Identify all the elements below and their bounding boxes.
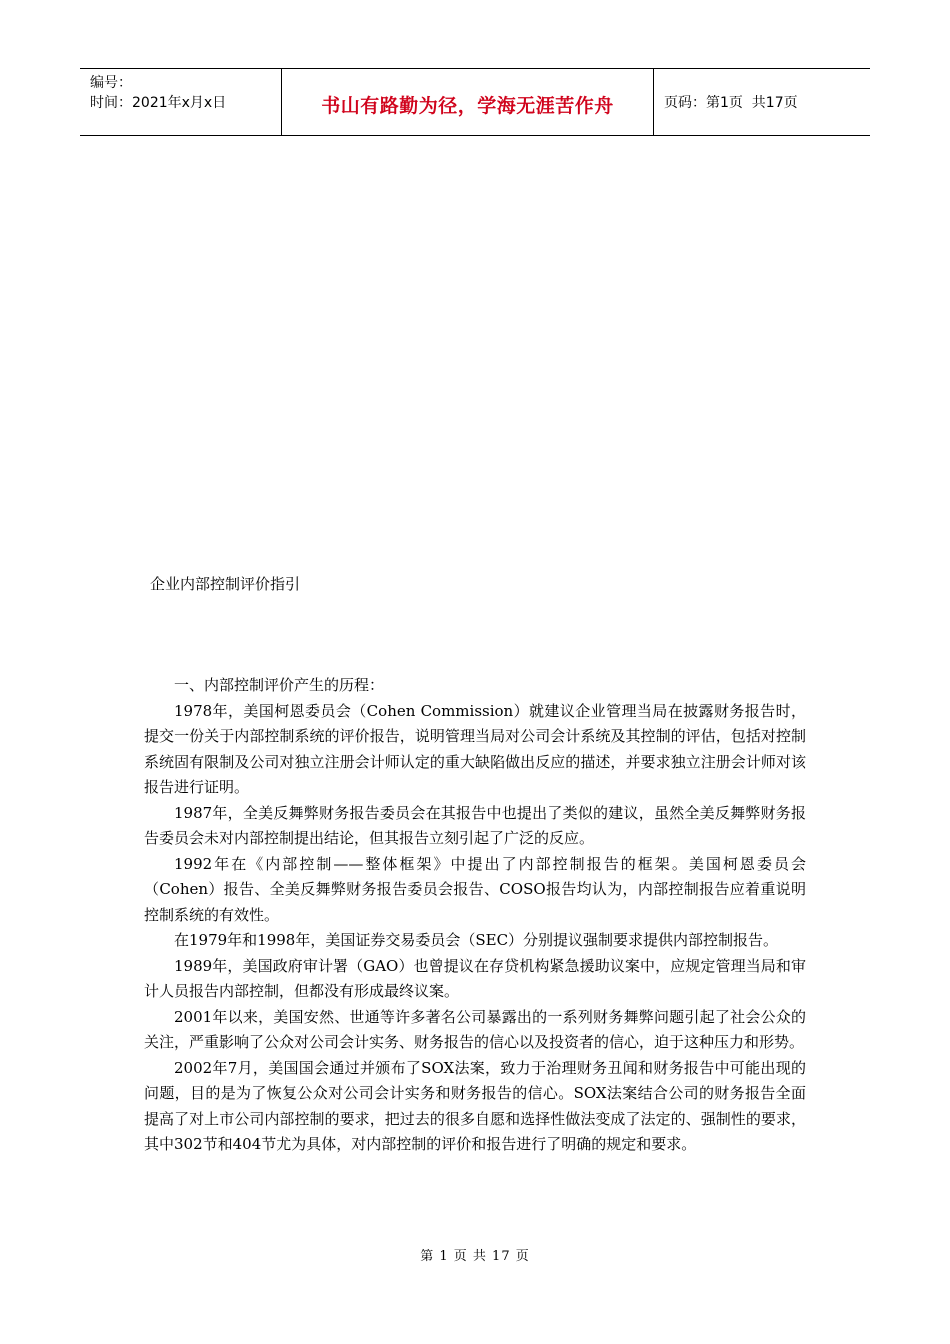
- body-paragraph: 1992年在《内部控制——整体框架》中提出了内部控制报告的框架。美国柯恩委员会（Cohen）报告、全美反舞弊财务报告委员会报告、COSO报告均认为，内部控制报告应着重说明控制系统的有效性。: [144, 854, 806, 924]
- body-paragraph: 2002年7月，美国国会通过并颁布了SOX法案，致力于治理财务丑闻和财务报告中可能出现的问题，目的是为了恢复公众对公司会计实务和财务报告的信心。SOX法案结合公司的财务报告全面提高了对上市公司内部控制的要求，把过去的很多自愿和选择性做法变成了法定的、强制性的要求，其中302节和404节尤为具体，对内部控制的评价和报告进行了明确的规定和要求。: [144, 1058, 806, 1153]
- header-motto: 书山有路勤为径，学海无涯苦作舟: [321, 94, 614, 117]
- body-paragraph: 1978年，美国柯恩委员会（Cohen Commission）就建议企业管理当局在披露财务报告时，提交一份关于内部控制系统的评价报告，说明管理当局对公司会计系统及其控制的评估，包括对控制系统固有限制及公司对独立注册会计师认定的重大缺陷做出反应的描述，并要求独立注册会计师对该报告进行证明。: [144, 701, 806, 796]
- body-paragraph: 1987年，全美反舞弊财务报告委员会在其报告中也提出了类似的建议，虽然全美反舞弊财务报告委员会未对内部控制提出结论，但其报告立刻引起了广泛的反应。: [144, 803, 806, 847]
- header-page-cell: [654, 69, 870, 135]
- document-time-label: 时间：2021年x月x日: [90, 95, 227, 111]
- header-meta-cell: [80, 69, 282, 135]
- document-header: [80, 68, 870, 136]
- document-body: [144, 673, 806, 1158]
- body-paragraph: 2001年以来，美国安然、世通等许多著名公司暴露出的一系列财务舞弊问题引起了社会公众的关注，严重影响了公众对公司会计实务、财务报告的信心以及投资者的信心，迫于这种压力和形势。: [144, 1007, 806, 1051]
- document-title: 企业内部控制评价指引: [150, 575, 301, 593]
- document-number-label: 编号：: [90, 75, 132, 91]
- body-paragraph: 在1979年和1998年，美国证券交易委员会（SEC）分别提议强制要求提供内部控制报告。: [174, 931, 779, 949]
- section-heading: 一、内部控制评价产生的历程：: [174, 676, 385, 694]
- page-footer: [0, 1245, 950, 1264]
- header-motto-cell: [282, 69, 654, 135]
- body-paragraph: 1989年，美国政府审计署（GAO）也曾提议在存贷机构紧急援助议案中，应规定管理当局和审计人员报告内部控制，但都没有形成最终议案。: [144, 956, 806, 1000]
- header-page-info: 页码：第1页 共17页: [664, 95, 798, 111]
- footer-page-number: 第 1 页 共 17 页: [420, 1249, 530, 1264]
